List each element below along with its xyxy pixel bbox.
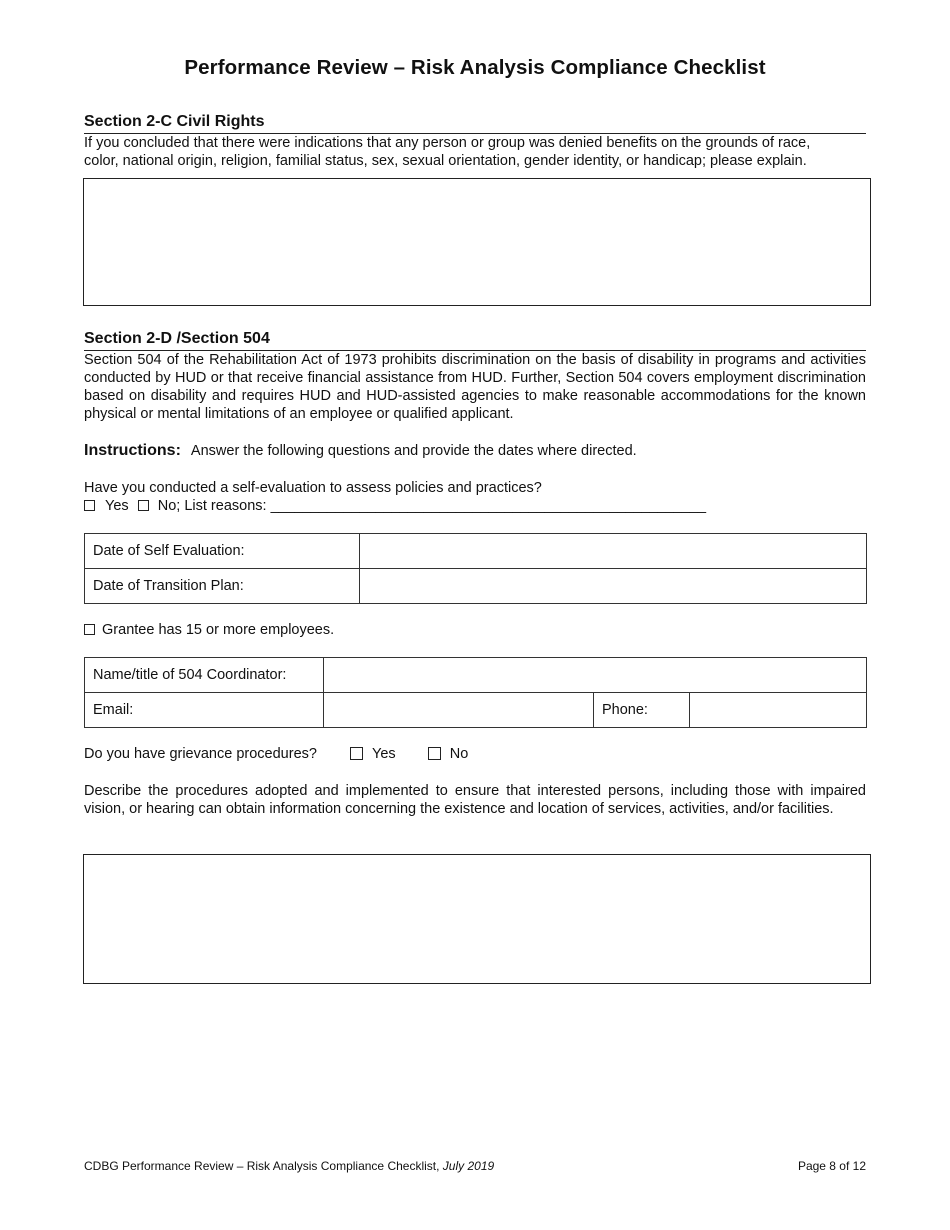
procedures-description: Describe the procedures adopted and implemented to ensure that interested persons, including those with impaired vision, or hearing can obtain information concerning the existence and location of services, activities, and/or facilities. <box>84 783 866 817</box>
procedures-response-box[interactable] <box>83 854 871 984</box>
section-2c-heading: Section 2-C Civil Rights <box>84 113 866 134</box>
table-row <box>85 534 867 569</box>
page-number: Page 8 of 12 <box>797 1159 866 1173</box>
coordinator-phone-field[interactable] <box>690 693 867 728</box>
self-evaluation-question: Have you conducted a self-evaluation to assess policies and practices? <box>84 480 542 496</box>
footer-document-title <box>84 1159 494 1173</box>
employees-checkbox[interactable] <box>84 624 95 635</box>
section-2c-line-1: If you concluded that there were indications that any person or group was denied benefits on the grounds of race, <box>84 135 811 151</box>
coordinator-email-field[interactable] <box>324 693 594 728</box>
grievance-yes-label: Yes <box>372 746 396 762</box>
date-transition-plan-field[interactable] <box>360 569 867 604</box>
coordinator-name-field[interactable] <box>324 658 867 693</box>
self-eval-no-label: No; List reasons: <box>157 498 271 514</box>
date-self-evaluation-label: Date of Self Evaluation: <box>85 534 360 569</box>
self-eval-yes-checkbox[interactable] <box>84 500 95 511</box>
grievance-no-checkbox[interactable] <box>428 747 441 760</box>
self-eval-no-checkbox[interactable] <box>138 500 149 511</box>
instructions-line <box>84 442 866 460</box>
grievance-no-label: No <box>449 746 469 762</box>
employees-option <box>84 622 334 638</box>
date-self-evaluation-field[interactable] <box>360 534 867 569</box>
list-reasons-line[interactable]: ______________________________________________________ <box>270 498 707 514</box>
instructions-text: Answer the following questions and provide the dates where directed. <box>190 443 637 459</box>
footer-date: July 2019 <box>442 1159 495 1173</box>
self-eval-yes-label: Yes <box>105 498 129 514</box>
footer-title-text: CDBG Performance Review – Risk Analysis Compliance Checklist, <box>84 1159 443 1173</box>
coordinator-table <box>84 657 867 728</box>
dates-table <box>84 533 867 604</box>
section-2c-instructions <box>84 134 866 170</box>
grievance-question-row <box>84 746 468 762</box>
date-transition-plan-label: Date of Transition Plan: <box>85 569 360 604</box>
civil-rights-explanation-box[interactable] <box>83 178 871 306</box>
section-2d-heading: Section 2-D /Section 504 <box>84 330 866 351</box>
employees-label: Grantee has 15 or more employees. <box>102 622 335 638</box>
instructions-label: Instructions: <box>84 442 181 459</box>
section-2c-line-2: color, national origin, religion, familial status, sex, sexual orientation, gender identity, or handicap; please explain. <box>84 153 807 169</box>
grievance-question: Do you have grievance procedures? <box>84 746 317 762</box>
table-row <box>85 569 867 604</box>
coordinator-phone-label: Phone: <box>594 693 690 728</box>
coordinator-email-label: Email: <box>85 693 324 728</box>
table-row <box>85 658 867 693</box>
coordinator-name-label: Name/title of 504 Coordinator: <box>85 658 324 693</box>
self-evaluation-options <box>84 498 866 514</box>
section-504-description: Section 504 of the Rehabilitation Act of 1973 prohibits discrimination on the basis of disability in programs and activities conducted by HUD or that receive financial assistance from HUD. Further, Section 504 covers employment discrimination based on disability and requires HUD and HUD-assisted agencies to make reasonable accommodations for the known physical or mental limitations of an employee or qualified applicant. <box>84 352 866 422</box>
grievance-yes-checkbox[interactable] <box>350 747 363 760</box>
table-row <box>85 693 867 728</box>
page-title: Performance Review – Risk Analysis Compliance Checklist <box>184 56 766 79</box>
